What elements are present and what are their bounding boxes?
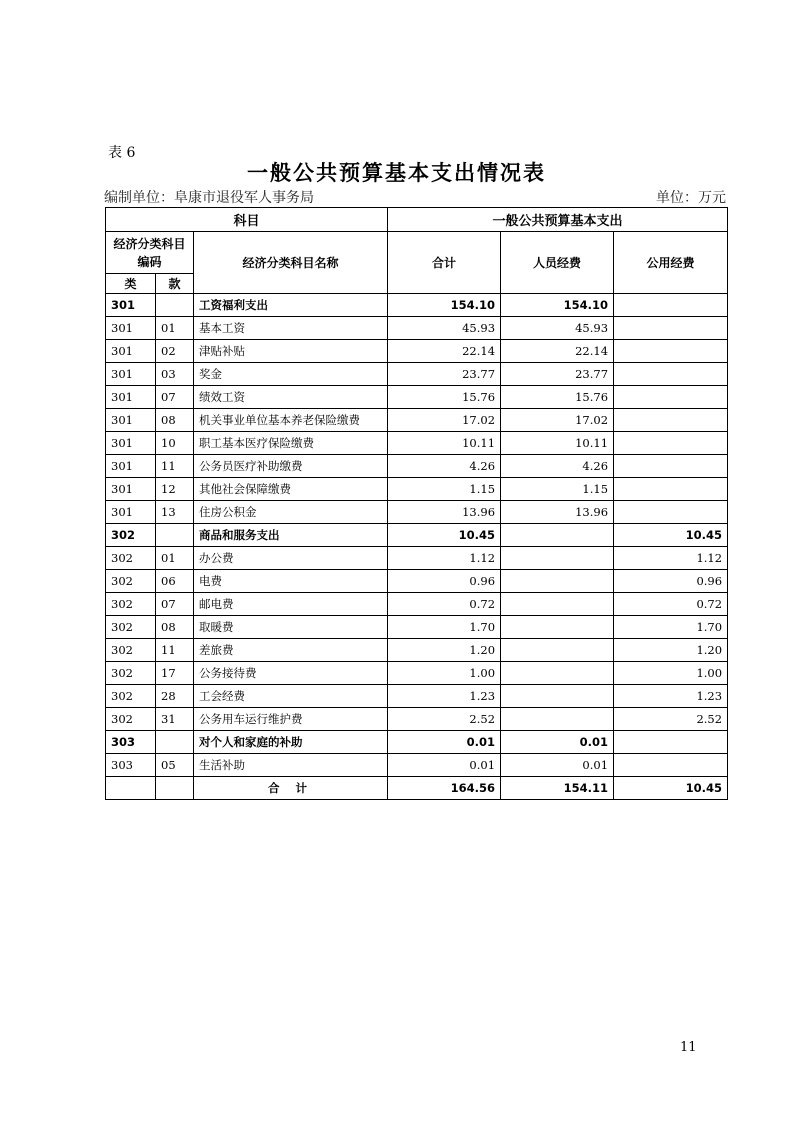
cell-public xyxy=(614,363,728,386)
cell-personnel xyxy=(501,547,614,570)
cell-kuan: 13 xyxy=(156,501,194,524)
cell-name: 职工基本医疗保险缴费 xyxy=(194,432,388,455)
cell-public xyxy=(614,386,728,409)
cell-kuan xyxy=(156,731,194,754)
table-label: 表 6 xyxy=(108,145,136,161)
cell-kuan: 05 xyxy=(156,754,194,777)
cell-lei: 303 xyxy=(106,731,156,754)
cell-personnel xyxy=(501,524,614,547)
cell-lei: 302 xyxy=(106,570,156,593)
cell-personnel xyxy=(501,616,614,639)
cell-lei: 302 xyxy=(106,616,156,639)
cell-total: 13.96 xyxy=(388,501,501,524)
cell-personnel xyxy=(501,685,614,708)
header-total: 合计 xyxy=(388,232,501,294)
cell-public xyxy=(614,340,728,363)
table-row xyxy=(106,317,728,340)
table-row xyxy=(106,754,728,777)
header-kuan: 款 xyxy=(156,274,194,294)
cell-name: 生活补助 xyxy=(194,754,388,777)
header-personnel: 人员经费 xyxy=(501,232,614,294)
cell-total: 0.96 xyxy=(388,570,501,593)
cell-personnel xyxy=(501,570,614,593)
compiling-unit: 编制单位：阜康市退役军人事务局 xyxy=(104,190,314,206)
table-row xyxy=(106,294,728,317)
table-row xyxy=(106,547,728,570)
table-row xyxy=(106,616,728,639)
cell-lei: 302 xyxy=(106,524,156,547)
table-row xyxy=(106,685,728,708)
table-row xyxy=(106,363,728,386)
cell-lei: 302 xyxy=(106,708,156,731)
cell-public xyxy=(614,754,728,777)
cell-lei: 302 xyxy=(106,685,156,708)
cell-public: 1.20 xyxy=(614,639,728,662)
total-sum: 164.56 xyxy=(388,777,501,800)
cell-name: 其他社会保障缴费 xyxy=(194,478,388,501)
cell-total: 45.93 xyxy=(388,317,501,340)
cell-public xyxy=(614,409,728,432)
cell-total: 1.15 xyxy=(388,478,501,501)
cell-public xyxy=(614,478,728,501)
cell-public xyxy=(614,432,728,455)
cell-kuan: 08 xyxy=(156,616,194,639)
cell-lei: 302 xyxy=(106,593,156,616)
cell-public: 2.52 xyxy=(614,708,728,731)
cell-lei: 301 xyxy=(106,386,156,409)
cell-kuan xyxy=(156,524,194,547)
cell-public: 1.12 xyxy=(614,547,728,570)
header-subject: 科目 xyxy=(106,208,388,232)
cell-total: 0.72 xyxy=(388,593,501,616)
total-public: 10.45 xyxy=(614,777,728,800)
table-row xyxy=(106,432,728,455)
table-row xyxy=(106,593,728,616)
cell-lei: 301 xyxy=(106,340,156,363)
cell-public xyxy=(614,501,728,524)
cell-public: 10.45 xyxy=(614,524,728,547)
cell-kuan: 11 xyxy=(156,639,194,662)
cell-lei: 301 xyxy=(106,501,156,524)
cell-personnel xyxy=(501,708,614,731)
cell-personnel: 23.77 xyxy=(501,363,614,386)
cell-name: 对个人和家庭的补助 xyxy=(194,731,388,754)
total-empty-lei xyxy=(106,777,156,800)
table-row xyxy=(106,340,728,363)
table-row xyxy=(106,524,728,547)
cell-public: 1.70 xyxy=(614,616,728,639)
cell-personnel: 0.01 xyxy=(501,754,614,777)
cell-kuan: 03 xyxy=(156,363,194,386)
page-title: 一般公共预算基本支出情况表 xyxy=(247,161,546,185)
cell-name: 差旅费 xyxy=(194,639,388,662)
cell-lei: 302 xyxy=(106,639,156,662)
cell-kuan: 07 xyxy=(156,593,194,616)
cell-kuan xyxy=(156,294,194,317)
cell-name: 公务员医疗补助缴费 xyxy=(194,455,388,478)
cell-public: 1.00 xyxy=(614,662,728,685)
cell-total: 1.00 xyxy=(388,662,501,685)
header-row-1 xyxy=(106,208,728,232)
cell-name: 商品和服务支出 xyxy=(194,524,388,547)
cell-total: 1.70 xyxy=(388,616,501,639)
cell-personnel xyxy=(501,639,614,662)
cell-name: 绩效工资 xyxy=(194,386,388,409)
table-row xyxy=(106,708,728,731)
cell-name: 基本工资 xyxy=(194,317,388,340)
cell-name: 电费 xyxy=(194,570,388,593)
cell-kuan: 28 xyxy=(156,685,194,708)
cell-kuan: 07 xyxy=(156,386,194,409)
cell-personnel: 0.01 xyxy=(501,731,614,754)
header-row-2 xyxy=(106,232,728,274)
cell-personnel: 13.96 xyxy=(501,501,614,524)
cell-public xyxy=(614,731,728,754)
cell-lei: 302 xyxy=(106,547,156,570)
cell-personnel: 17.02 xyxy=(501,409,614,432)
table-row xyxy=(106,570,728,593)
cell-lei: 301 xyxy=(106,455,156,478)
cell-kuan: 12 xyxy=(156,478,194,501)
cell-name: 机关事业单位基本养老保险缴费 xyxy=(194,409,388,432)
cell-public: 1.23 xyxy=(614,685,728,708)
header-econ-code: 经济分类科目编码 xyxy=(106,232,194,274)
cell-total: 0.01 xyxy=(388,731,501,754)
cell-name: 办公费 xyxy=(194,547,388,570)
cell-public: 0.72 xyxy=(614,593,728,616)
cell-personnel: 45.93 xyxy=(501,317,614,340)
cell-name: 工资福利支出 xyxy=(194,294,388,317)
table-row xyxy=(106,662,728,685)
cell-name: 取暖费 xyxy=(194,616,388,639)
cell-kuan: 17 xyxy=(156,662,194,685)
cell-personnel: 22.14 xyxy=(501,340,614,363)
cell-kuan: 06 xyxy=(156,570,194,593)
table-row xyxy=(106,409,728,432)
cell-name: 津贴补贴 xyxy=(194,340,388,363)
table-row xyxy=(106,501,728,524)
header-lei: 类 xyxy=(106,274,156,294)
cell-lei: 301 xyxy=(106,294,156,317)
total-label: 合 计 xyxy=(194,777,388,800)
cell-personnel xyxy=(501,593,614,616)
total-empty-kuan xyxy=(156,777,194,800)
total-row xyxy=(106,777,728,800)
cell-public xyxy=(614,317,728,340)
cell-personnel: 1.15 xyxy=(501,478,614,501)
cell-total: 0.01 xyxy=(388,754,501,777)
header-general-budget: 一般公共预算基本支出 xyxy=(388,208,728,232)
cell-kuan: 31 xyxy=(156,708,194,731)
cell-total: 1.20 xyxy=(388,639,501,662)
header-public: 公用经费 xyxy=(614,232,728,294)
cell-total: 1.12 xyxy=(388,547,501,570)
cell-lei: 301 xyxy=(106,478,156,501)
cell-total: 23.77 xyxy=(388,363,501,386)
cell-lei: 301 xyxy=(106,409,156,432)
cell-name: 奖金 xyxy=(194,363,388,386)
currency-unit: 单位：万元 xyxy=(656,190,726,206)
cell-personnel: 15.76 xyxy=(501,386,614,409)
table-row xyxy=(106,731,728,754)
cell-lei: 303 xyxy=(106,754,156,777)
cell-public xyxy=(614,294,728,317)
cell-lei: 301 xyxy=(106,432,156,455)
cell-kuan: 10 xyxy=(156,432,194,455)
cell-personnel: 10.11 xyxy=(501,432,614,455)
cell-kuan: 01 xyxy=(156,547,194,570)
cell-total: 22.14 xyxy=(388,340,501,363)
budget-table xyxy=(105,207,728,800)
cell-personnel: 4.26 xyxy=(501,455,614,478)
cell-name: 住房公积金 xyxy=(194,501,388,524)
cell-name: 公务接待费 xyxy=(194,662,388,685)
header-econ-name: 经济分类科目名称 xyxy=(194,232,388,294)
cell-name: 工会经费 xyxy=(194,685,388,708)
table-row xyxy=(106,639,728,662)
cell-total: 17.02 xyxy=(388,409,501,432)
cell-kuan: 01 xyxy=(156,317,194,340)
cell-personnel: 154.10 xyxy=(501,294,614,317)
table-row xyxy=(106,478,728,501)
page-number: 11 xyxy=(680,1040,697,1055)
cell-public xyxy=(614,455,728,478)
cell-total: 10.11 xyxy=(388,432,501,455)
cell-total: 2.52 xyxy=(388,708,501,731)
cell-total: 1.23 xyxy=(388,685,501,708)
table-row xyxy=(106,455,728,478)
cell-total: 154.10 xyxy=(388,294,501,317)
cell-public: 0.96 xyxy=(614,570,728,593)
cell-personnel xyxy=(501,662,614,685)
cell-lei: 301 xyxy=(106,363,156,386)
cell-total: 4.26 xyxy=(388,455,501,478)
total-personnel: 154.11 xyxy=(501,777,614,800)
table-row xyxy=(106,386,728,409)
cell-kuan: 08 xyxy=(156,409,194,432)
cell-lei: 301 xyxy=(106,317,156,340)
cell-name: 公务用车运行维护费 xyxy=(194,708,388,731)
cell-total: 10.45 xyxy=(388,524,501,547)
cell-total: 15.76 xyxy=(388,386,501,409)
cell-name: 邮电费 xyxy=(194,593,388,616)
cell-kuan: 11 xyxy=(156,455,194,478)
cell-lei: 302 xyxy=(106,662,156,685)
cell-kuan: 02 xyxy=(156,340,194,363)
